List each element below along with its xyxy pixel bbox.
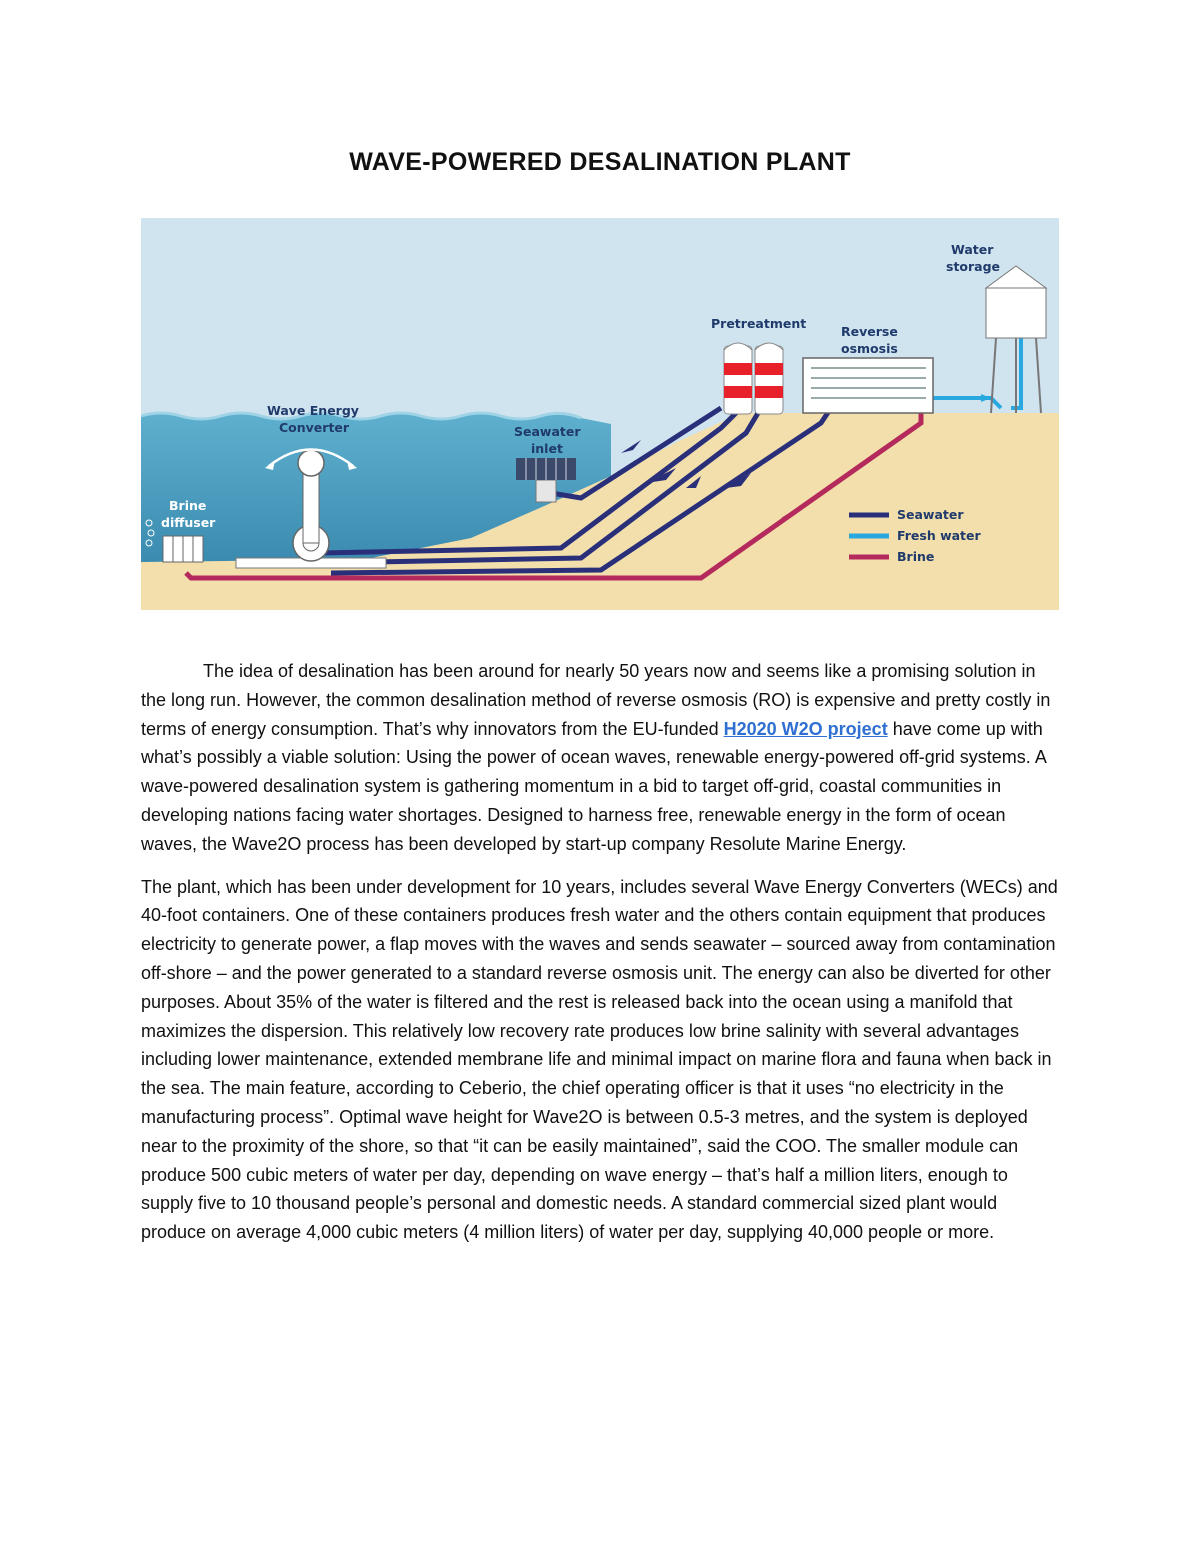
label-pretreatment: Pretreatment [711, 316, 807, 331]
paragraph-1-text-b: have come up with what’s possibly a viable solution: Using the power of ocean waves, renewable energy-powered off-grid systems. A wave-powered desalination system is gathering momentum in a bid to target off-grid, coastal communities in developing nations facing water shortages. Designed to harness free, renewable energy in the form of ocean waves, the Wave2O process has been developed by start-up company Resolute Marine Energy. [141, 718, 1046, 854]
legend-label-brine: Brine [897, 549, 935, 564]
label-brine-diffuser-2: diffuser [161, 515, 216, 530]
label-reverse-osmosis-1: Reverse [841, 324, 898, 339]
legend-label-fresh-water: Fresh water [897, 528, 981, 543]
desalination-diagram [141, 218, 1059, 610]
article-body [141, 657, 1061, 1247]
legend-label-seawater: Seawater [897, 507, 964, 522]
label-reverse-osmosis-2: osmosis [841, 341, 898, 356]
label-wave-energy-2: Converter [279, 420, 350, 435]
paragraph-1-text-a: The idea of desalination has been around for nearly 50 years now and seems like a promising solution in the long run. However, the common desalination method of reverse osmosis (RO) is expensive and pretty costly in terms of energy consumption. That’s why innovators from the EU-funded [141, 661, 1051, 739]
label-water-storage-1: Water [951, 242, 994, 257]
paragraph-2: The plant, which has been under development for 10 years, includes several Wave Energy Converters (WECs) and 40-foot containers. One of these containers produces fresh water and the others contain equipment that produces electricity to generate power, a flap moves with the waves and sends seawater – sourced away from contamination off-shore – and the power generated to a standard reverse osmosis unit. The energy can also be diverted for other purposes. About 35% of the water is filtered and the rest is released back into the ocean using a manifold that maximizes the dispersion. This relatively low recovery rate produces low brine salinity with several advantages including lower maintenance, extended membrane life and minimal impact on marine flora and fauna when back in the sea. The main feature, according to Ceberio, the chief operating officer is that it uses “no electricity in the manufacturing process”. Optimal wave height for Wave2O is between 0.5-3 metres, and the system is deployed near to the proximity of the shore, so that “it can be easily maintained”, said the COO. The smaller module can produce 500 cubic meters of water per day, depending on wave energy – that’s half a million liters, enough to supply five to 10 thousand people’s personal and domestic needs. A standard commercial sized plant would produce on average 4,000 cubic meters (4 million liters) of water per day, supplying 40,000 people or more. [141, 876, 1058, 1243]
label-seawater-inlet-1: Seawater [514, 424, 581, 439]
label-wave-energy-1: Wave Energy [267, 403, 359, 418]
label-brine-diffuser-1: Brine [169, 498, 207, 513]
label-seawater-inlet-2: inlet [531, 441, 563, 456]
diagram-svg [141, 218, 1059, 610]
reverse-osmosis-unit [803, 358, 933, 413]
page-title: WAVE-POWERED DESALINATION PLANT [349, 148, 851, 176]
label-water-storage-2: storage [946, 259, 1001, 274]
paragraph-1 [141, 657, 1061, 859]
h2020-w2o-project-link[interactable]: H2020 W2O project [723, 718, 888, 739]
